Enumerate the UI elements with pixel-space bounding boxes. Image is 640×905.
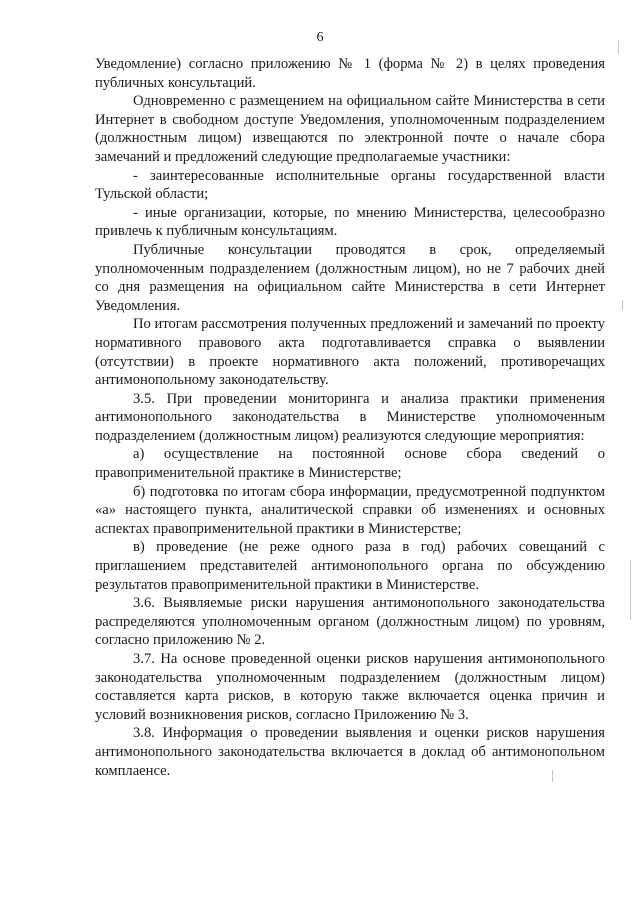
section-3-8: 3.8. Информация о проведении выявления и оценки рисков нарушения антимонопольного законодательства включается в доклад об антимонопольном комплаенсе.	[95, 725, 605, 779]
list-item-executive-bodies: - заинтересованные исполнительные органы государственной власти Тульской области;	[95, 167, 605, 203]
section-3-5-item-v: в) проведение (не реже одного раза в год) рабочих совещаний с приглашением представителей антимонопольного органа по обсуждению результатов правоприменительной практики в Министерстве.	[95, 539, 605, 593]
section-3-5-item-b: б) подготовка по итогам сбора информации, предусмотренной подпунктом «а» настоящего пункта, аналитической справки об изменениях и основных аспектах правоприменительной практики в Министерстве;	[95, 483, 605, 537]
paragraph-public-consultations: Публичные консультации проводятся в срок, определяемый уполномоченным подразделением (должностным лицом), но не 7 рабочих дней со дня размещения на официальном сайте Министерства в сети Интернет Уведомления.	[95, 241, 605, 314]
paragraph-notification: Одновременно с размещением на официальном сайте Министерства в сети Интернет в свободном доступе Уведомления, уполномоченным подразделением (должностным лицом) извещаются по электронной почте о начале сбора замечаний и предложений следующие предполагаемые участники:	[95, 93, 605, 165]
page-number: 6	[316, 30, 324, 45]
section-3-6: 3.6. Выявляемые риски нарушения антимонопольного законодательства распределяются уполномоченным органом (должностным лицом) по уровням, согласно приложению № 2.	[95, 595, 605, 649]
scan-artifact	[630, 560, 631, 620]
section-3-5-item-a: а) осуществление на постоянной основе сбора сведений о правоприменительной практике в Министерстве;	[95, 446, 605, 482]
section-3-5: 3.5. При проведении мониторинга и анализа практики применения антимонопольного законодательства в Министерстве уполномоченным подразделением (должностным лицом) реализуются следующие мероприятия:	[95, 390, 605, 444]
paragraph-continuation: Уведомление) согласно приложению № 1 (форма № 2) в целях проведения публичных консультаций.	[95, 56, 605, 91]
scan-artifact	[622, 300, 623, 310]
paragraph-review-results: По итогам рассмотрения полученных предложений и замечаний по проекту нормативного правового акта подготавливается справка о выявлении (отсутствии) в проекте нормативного акта положений, противоречащих антимонопольному законодательству.	[95, 316, 605, 389]
scan-artifact	[552, 770, 553, 782]
list-item-other-organizations: - иные организации, которые, по мнению Министерства, целесообразно привлечь к публичным консультациям.	[95, 204, 605, 240]
scan-artifact	[618, 40, 619, 54]
document-body	[95, 55, 605, 780]
section-3-7: 3.7. На основе проведенной оценки рисков нарушения антимонопольного законодательства уполномоченным подразделением (должностным лицом) составляется карта рисков, в которую также включается оценка причин и условий возникновения рисков, согласно Приложению № 3.	[95, 651, 605, 723]
